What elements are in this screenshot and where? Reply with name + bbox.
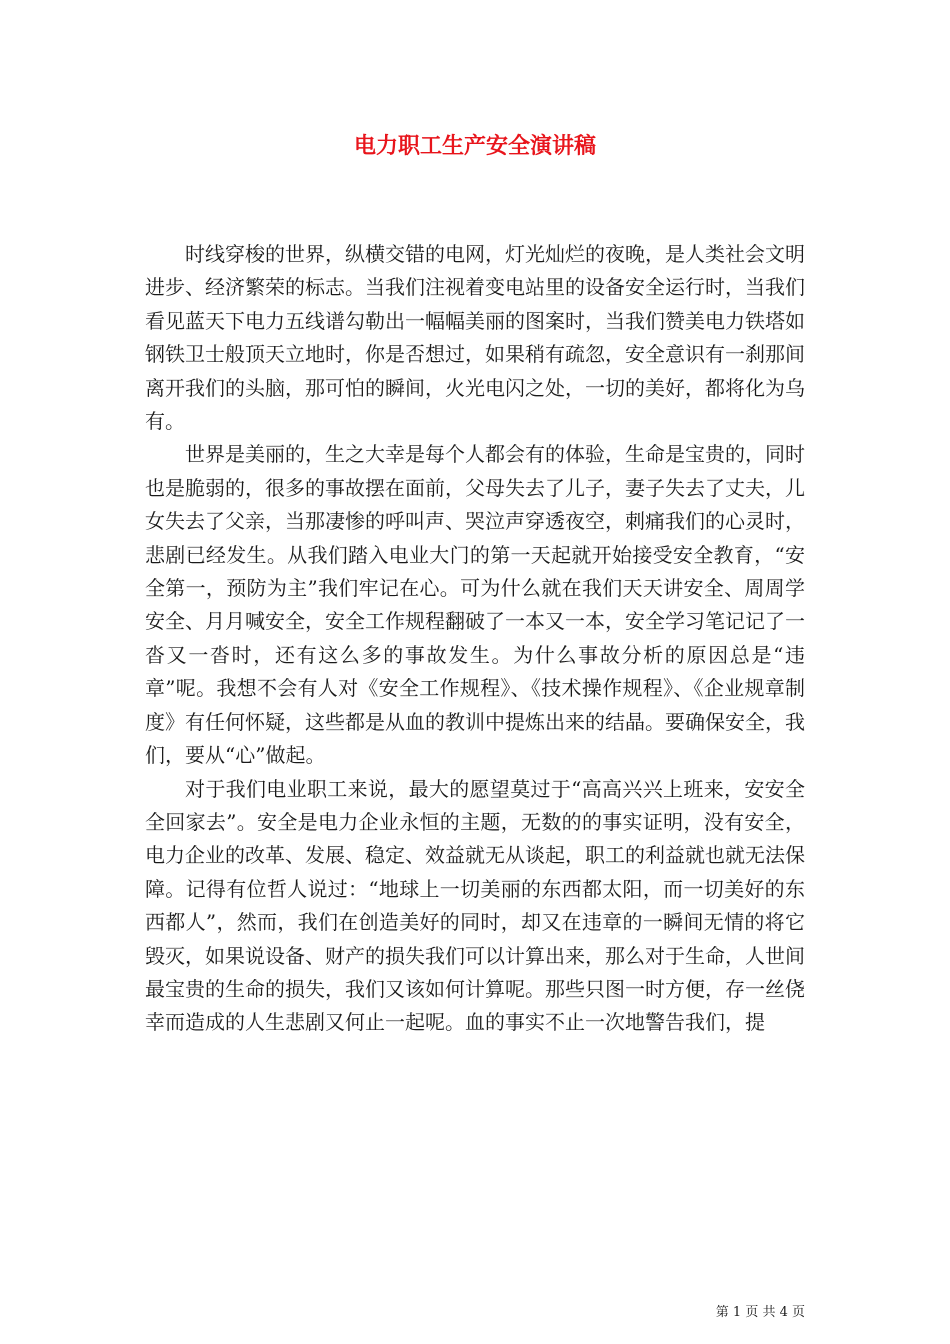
document-title: 电力职工生产安全演讲稿 bbox=[353, 133, 596, 159]
paragraph-3: 对于我们电业职工来说，最大的愿望莫过于“高高兴兴上班来，安安全全回家去”。安全是电力企业永恒的主题，无数的的事实证明，没有安全，电力企业的改革、发展、稳定、效益就无从谈起，职工的利益就也就无法保障。记得有位哲人说过：“地球上一切美丽的东西都太阳，而一切美好的东西都人”，然而，我们在创造美好的同时，却又在违章的一瞬间无情的将它毁灭，如果说设备、财产的损失我们可以计算出来，那么对于生命，人世间最宝贵的生命的损失，我们又该如何计算呢。那些只图一时方便，存一丝侥幸而造成的人生悲剧又何止一起呢。血的事实不止一次地警告我们，提 bbox=[145, 776, 805, 1035]
paragraph-2: 世界是美丽的，生之大幸是每个人都会有的体验，生命是宝贵的，同时也是脆弱的，很多的事故摆在面前，父母失去了儿子，妻子失去了丈夫，儿女失去了父亲，当那凄惨的呼叫声、哭泣声穿透夜空，刺痛我们的心灵时，悲剧已经发生。从我们踏入电业大门的第一天起就开始接受安全教育，“安全第一，预防为主”我们牢记在心。可为什么就在我们天天讲安全、周周学安全、月月喊安全，安全工作规程翻破了一本又一本，安全学习笔记记了一沓又一沓时，还有这么多的事故发生。为什么事故分析的原因总是“违章”呢。我想不会有人对《安全工作规程》、《技术操作规程》、《企业规章制度》有任何怀疑，这些都是从血的教训中提炼出来的结晶。要确保安全，我们，要从“心”做起。 bbox=[145, 442, 805, 768]
document-body bbox=[145, 238, 805, 1040]
page-number-footer: 第 1 页 共 4 页 bbox=[715, 1305, 805, 1320]
paragraph-1: 时线穿梭的世界，纵横交错的电网，灯光灿烂的夜晚，是人类社会文明进步、经济繁荣的标志。当我们注视着变电站里的设备安全运行时，当我们看见蓝天下电力五线谱勾勒出一幅幅美丽的图案时，当我们赞美电力铁塔如钢铁卫士般顶天立地时，你是否想过，如果稍有疏忽，安全意识有一刹那间离开我们的头脑，那可怕的瞬间，火光电闪之处，一切的美好，都将化为乌有。 bbox=[145, 242, 805, 434]
